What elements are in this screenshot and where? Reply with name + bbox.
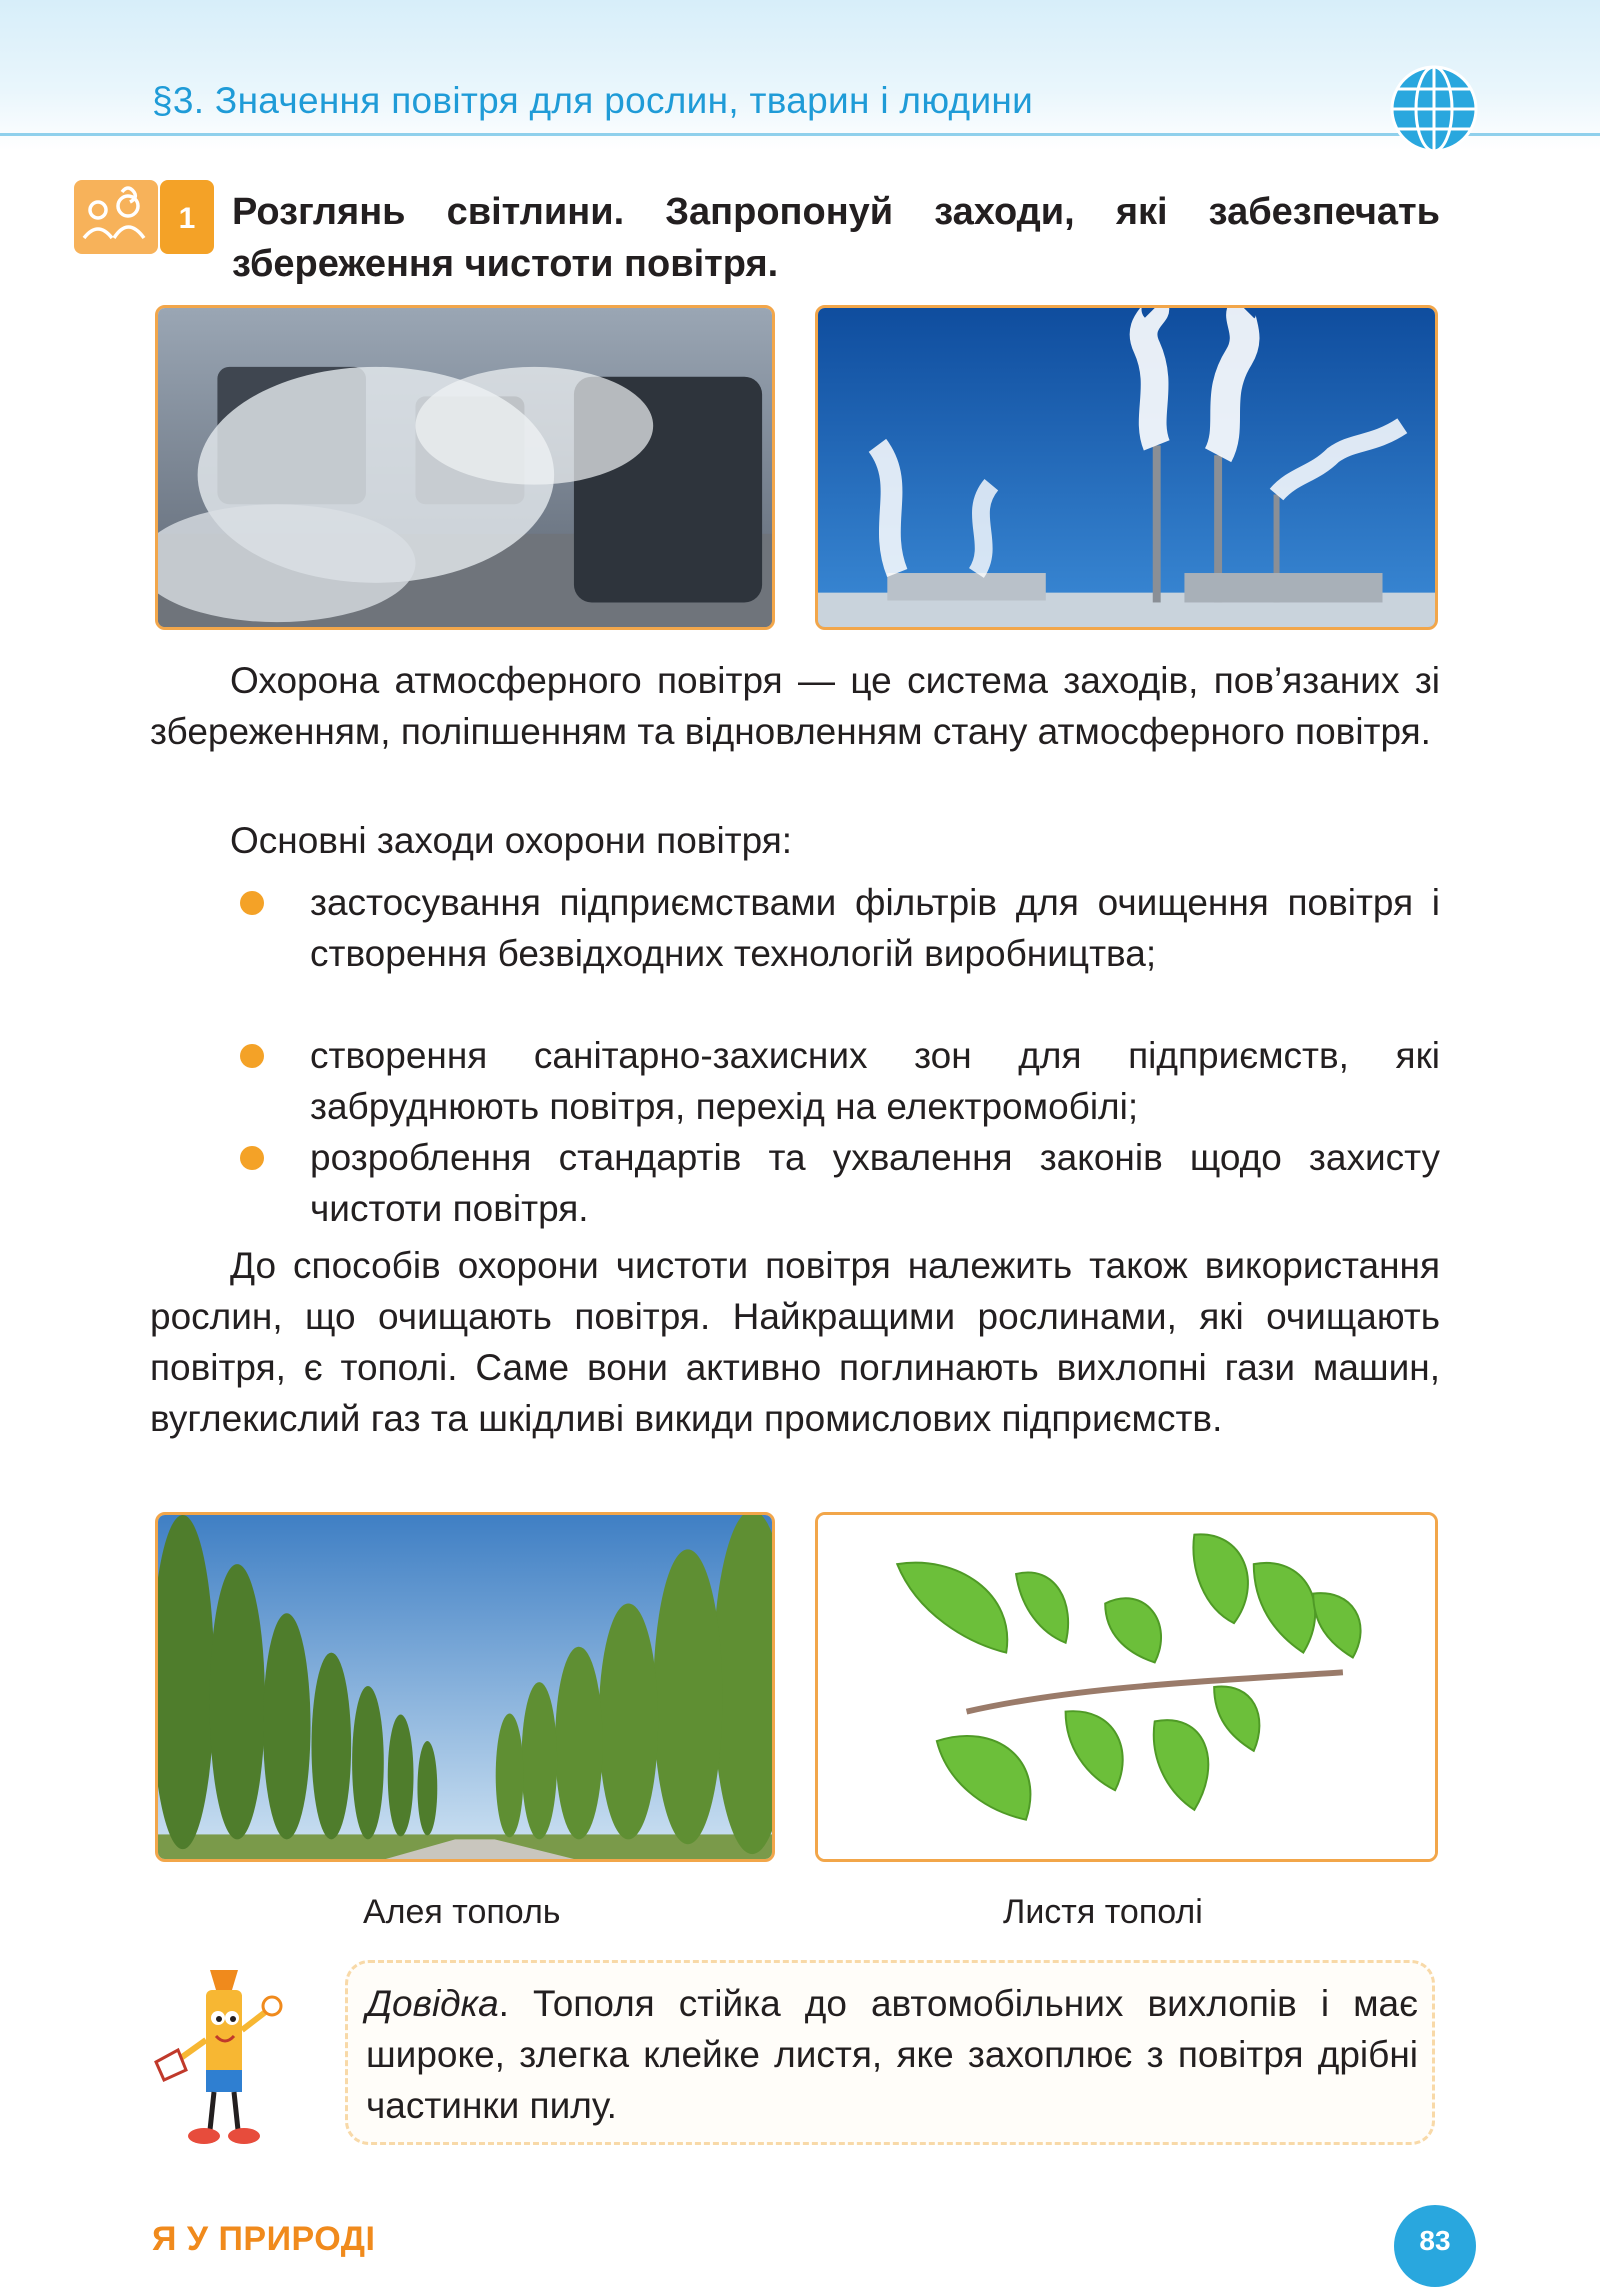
- note-body: . Тополя стійка до автомобільних вихлопів і має широке, злегка клейке листя, яке захоплює з повітря дрібні частинки пилу.: [366, 1983, 1418, 2126]
- plants-paragraph: До способів охорони чистоти повітря належить також використання рослин, що очищають повітря. Найкращими рослинами, які очищають повітря, є тополі. Саме вони активно поглинають вихлопні гази машин, вуглекислий газ та шкідливі викиди промислових підприємств.: [150, 1245, 1440, 1439]
- poplar-alley-photo: [155, 1512, 775, 1862]
- list-item: створення санітарно-захисних зон для підприємств, які забруднюють повітря, перехід на електромобілі;: [150, 1030, 1440, 1132]
- pencil-mascot-icon: [148, 1970, 298, 2148]
- task-number: 1: [178, 202, 196, 235]
- task-instruction: Розглянь світлини. Запропонуй заходи, які забезпечать збереження чистоти повітря.: [232, 191, 1440, 285]
- note-label: Довідка: [366, 1983, 499, 2024]
- page-number: 83: [1394, 2205, 1476, 2287]
- leaves-caption: Листя тополі: [1003, 1893, 1203, 1931]
- measures-intro: Основні заходи охорони повітря:: [230, 820, 793, 861]
- bullet-dot: [240, 1044, 264, 1068]
- section-title: §3. Значення повітря для рослин, тварин і людини: [152, 80, 1034, 121]
- globe-icon: [1388, 63, 1480, 155]
- group-thinking-icon: [74, 180, 214, 254]
- header-divider: [0, 133, 1600, 136]
- header-band: [0, 0, 1600, 150]
- list-item: розроблення стандартів та ухвалення законів щодо захисту чистоти повітря.: [150, 1132, 1440, 1234]
- measures-list: [150, 877, 1440, 1234]
- footer-section-title: Я У ПРИРОДІ: [152, 2220, 376, 2258]
- list-item: застосування підприємствами фільтрів для очищення повітря і створення безвідходних технологій виробництва;: [150, 877, 1440, 1030]
- note-text: [366, 1978, 1418, 2131]
- bullet-dot: [240, 891, 264, 915]
- definition-paragraph: Охорона атмосферного повітря — це система заходів, пов’язаних зі збереженням, поліпшенням та відновленням стану атмосферного повітря.: [150, 660, 1440, 752]
- poplar-leaves-photo: [815, 1512, 1438, 1862]
- alley-caption: Алея тополь: [363, 1893, 561, 1931]
- bullet-dot: [240, 1146, 264, 1170]
- traffic-smog-photo: [155, 305, 775, 630]
- factory-chimneys-photo: [815, 305, 1438, 630]
